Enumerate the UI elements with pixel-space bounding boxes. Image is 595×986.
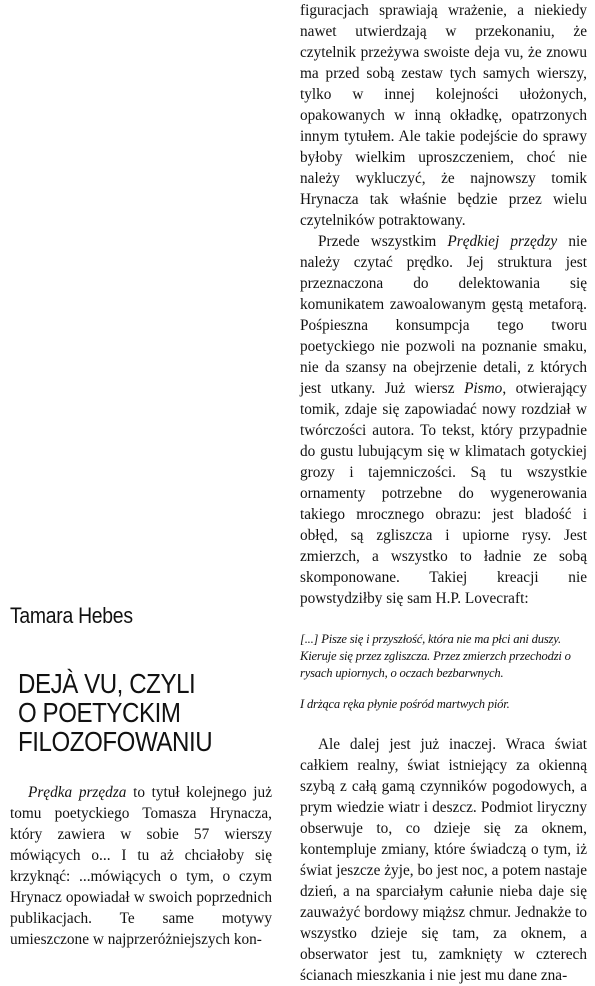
author-name: Tamara Hebes bbox=[10, 603, 133, 628]
poem-title-italic: Pismo bbox=[464, 380, 503, 397]
poem-quote-1: [...] Pisze się i przyszłość, która nie ma płci ani duszy. Kieruje się przez zgliszcza. Przez zmierzch przechodzi o rysach upiornych, o oczach bezbarwnych. bbox=[300, 632, 571, 680]
intro-paragraph bbox=[10, 782, 272, 950]
title-line-1: DEJÀ VU, CZYLI bbox=[18, 668, 196, 699]
body-paragraph-2-text-c: , otwierający tomik, zdaje się zapowiadać nowy rozdział w twórczości autora. To tekst, który przypadnie do gustu lubującym się w klimatach gotyckiej grozy i tajemniczości. Są tu wszystkie ornamenty potrzebne do wygenerowania takiego mrocznego obrazu: jest bladość i obłęd, są zgliszcza i upiorne rysy. Jest zmierzch, a wszystko to ładnie ze sobą skomponowane. Takiej kreacji nie powstydziłby się sam H.P. Lovecraft: bbox=[300, 380, 587, 607]
book-title-italic-2: Prędkiej przędzy bbox=[447, 233, 558, 250]
body-paragraph-2 bbox=[300, 231, 587, 609]
continuation-paragraph: figuracjach sprawiają wrażenie, a niekiedy nawet utwierdzają w przekonaniu, że czytelnik przeżywa swoiste deja vu, że znowu ma przed sobą zestaw tych samych wierszy, tylko w innej kolejności ułożonych, opakowanych w inną okładkę, opatrzonych innym tytułem. Ale takie podejście do sprawy byłoby wielkim uproszczeniem, choć nie należy wykluczyć, że najnowszy tomik Hrynacza tak właśnie będzie przez wielu czytelników potraktowany. bbox=[300, 2, 587, 229]
poem-quote-2: I drżąca ręka płynie pośród martwych piór. bbox=[300, 697, 510, 711]
intro-paragraph-text: to tytuł kolejnego już tomu poetyckiego Tomasza Hrynacza, który zawiera w sobie 57 wierszy mówiących o... I tu aż chciałoby się krzyknąć: ...mówiących o tym, o czym Hrynacz opowiadał w swoich poprzednich publikacjach. Te same motywy umieszczone w najprzeróżniejszych kon- bbox=[10, 784, 272, 948]
left-column bbox=[10, 603, 272, 950]
body-paragraph-3: Ale dalej jest już inaczej. Wraca świat całkiem realny, świat istniejący za okienną szybą z całą gamą czynników pogodowych, a prym wiedzie wiatr i deszcz. Podmiot liryczny obserwuje to, co dzieje się za oknem, kontempluje zmiany, które świadczą o tym, iż świat jeszcze żyje, bo jest noc, a potem nastaje dzień, a na sparciałym całunie nieba daje się zauważyć bordowy miąższ chmur. Jednakże to wszystko dzieje się tam, za oknem, a obserwator jest tu, zamknięty w czterech ścianach mieszkania i nie jest mu dane zna- bbox=[300, 736, 587, 984]
title-line-3: FILOZOFOWANIU bbox=[18, 726, 213, 757]
book-title-italic: Prędka przędza bbox=[28, 784, 127, 801]
article-title bbox=[18, 669, 236, 756]
body-paragraph-2-text-b: nie należy czytać prędko. Jej struktura jest przeznaczona do delektowania się komunikatem zawoalowanym gęstą metaforą. Pośpieszna konsumpcja tego tworu poetyckiego nie pozwoli na poznanie smaku, nie da szansy na obejrzenie detali, z których jest utkany. Już wiersz bbox=[300, 233, 588, 397]
body-paragraph-2-text-a: Przede wszystkim bbox=[318, 233, 448, 250]
title-line-2: O POETYCKIM bbox=[18, 697, 181, 728]
right-column bbox=[300, 0, 587, 986]
